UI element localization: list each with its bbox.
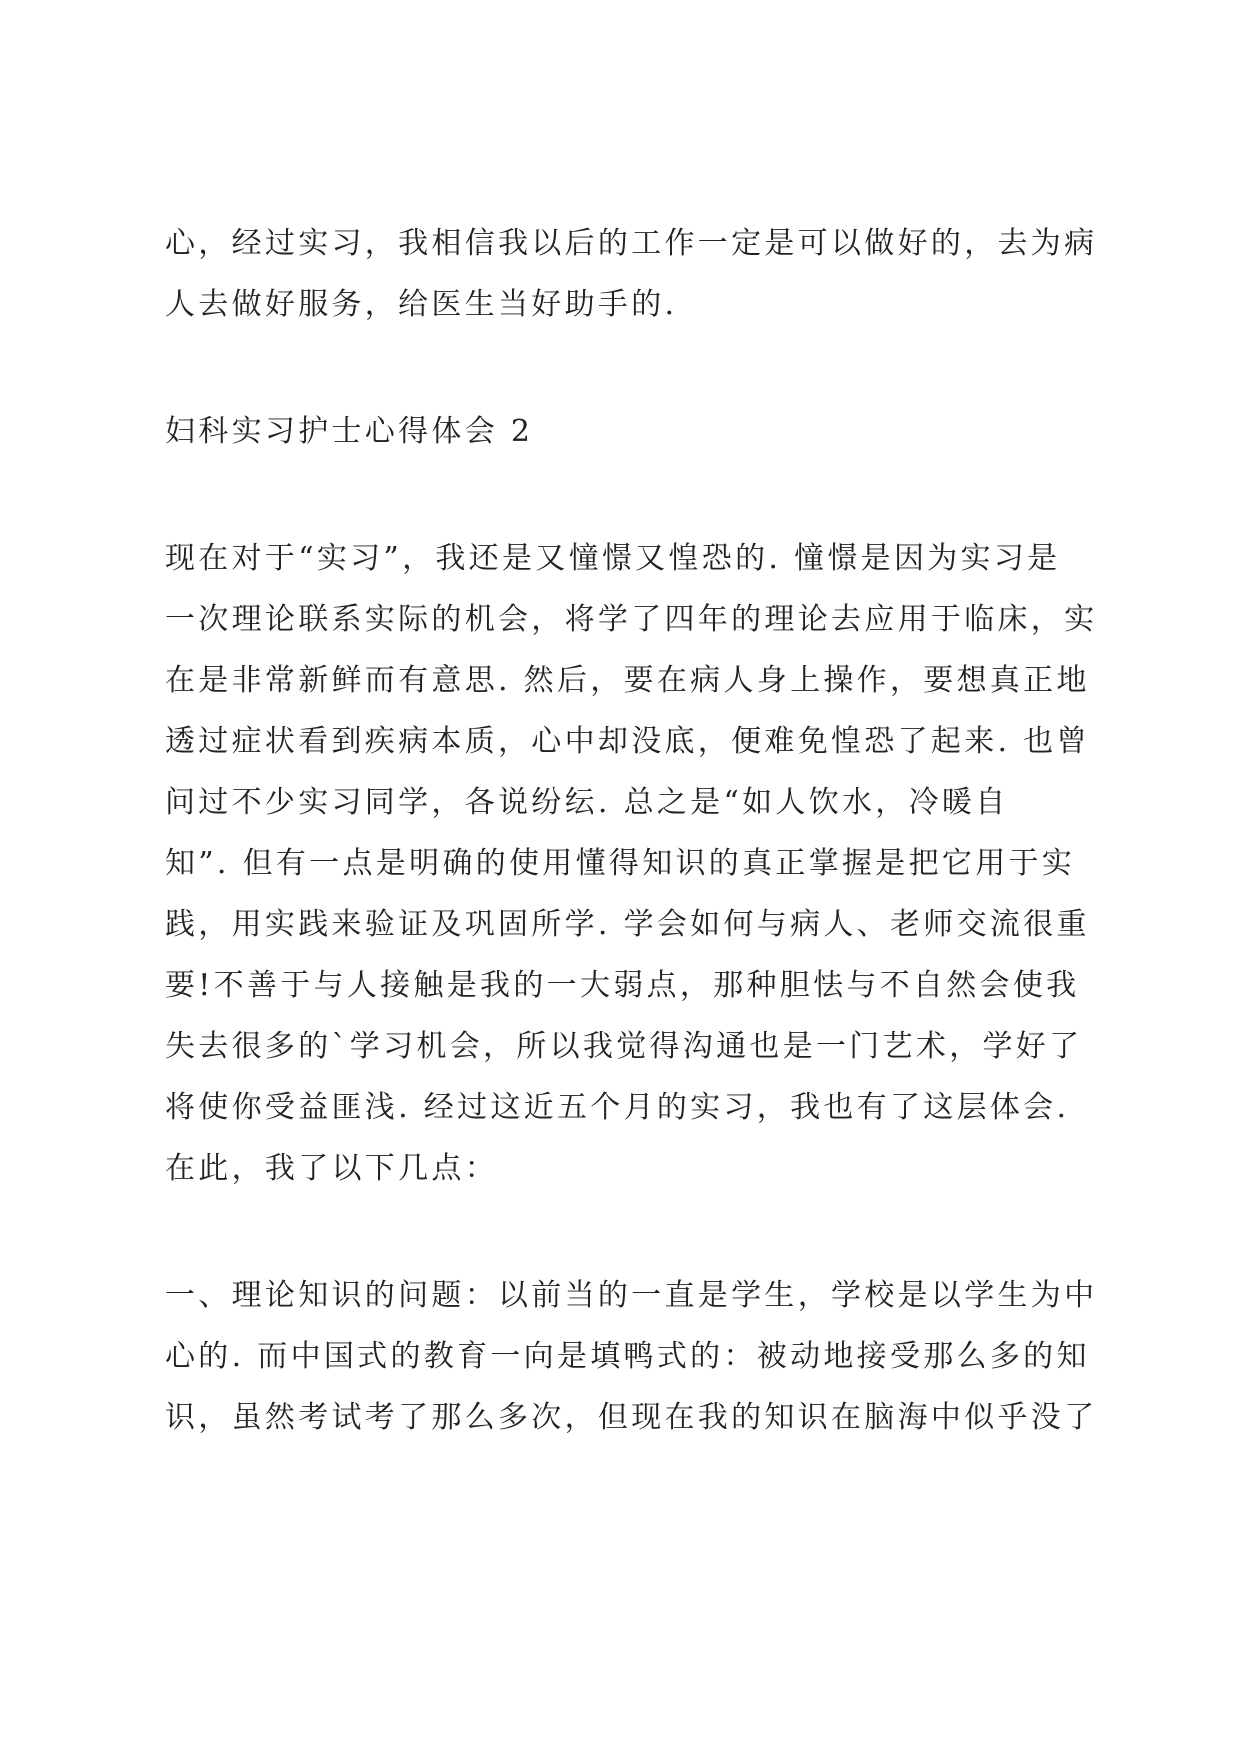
text-line: 一次理论联系实际的机会，将学了四年的理论去应用于临床，实 (165, 602, 1098, 637)
continuation-paragraph (165, 226, 1098, 348)
body-paragraph-2 (165, 1278, 1098, 1461)
text-line: 心的. 而中国式的教育一向是填鸭式的：被动地接受那么多的知 (165, 1339, 1090, 1374)
text-line: 将使你受益匪浅. 经过这近五个月的实习，我也有了这层体会. (165, 1090, 1070, 1125)
section-title: 妇科实习护士心得体会 2 (165, 414, 534, 449)
text-line: 失去很多的`学习机会，所以我觉得沟通也是一门艺术，学好了 (165, 1029, 1083, 1064)
paragraph-spacer (165, 348, 1085, 414)
text-line: 现在对于“实习”，我还是又憧憬又惶恐的. 憧憬是因为实习是 (165, 541, 1061, 576)
text-line: 透过症状看到疾病本质，心中却没底，便难免惶恐了起来. 也曾 (165, 724, 1090, 759)
body-paragraph-1 (165, 541, 1098, 1212)
text-line: 人去做好服务，给医生当好助手的. (165, 287, 678, 322)
text-line: 在是非常新鲜而有意思. 然后，要在病人身上操作，要想真正地 (165, 663, 1090, 698)
text-line: 知”. 但有一点是明确的使用懂得知识的真正掌握是把它用于实 (165, 846, 1076, 881)
text-line: 一、理论知识的问题：以前当的一直是学生，学校是以学生为中 (165, 1278, 1098, 1313)
text-line: 问过不少实习同学，各说纷纭. 总之是“如人饮水，冷暖自 (165, 785, 1009, 820)
document-body (165, 226, 1098, 1461)
text-line: 践，用实践来验证及巩固所学. 学会如何与病人、老师交流很重 (165, 907, 1090, 942)
text-line: 在此，我了以下几点： (165, 1151, 498, 1186)
paragraph-spacer (165, 475, 1085, 541)
text-line: 识，虽然考试考了那么多次，但现在我的知识在脑海中似乎没了 (165, 1400, 1098, 1435)
text-line: 要!不善于与人接触是我的一大弱点，那种胆怯与不自然会使我 (165, 968, 1080, 1003)
paragraph-spacer (165, 1212, 1085, 1278)
text-line: 心，经过实习，我相信我以后的工作一定是可以做好的，去为病 (165, 226, 1098, 261)
